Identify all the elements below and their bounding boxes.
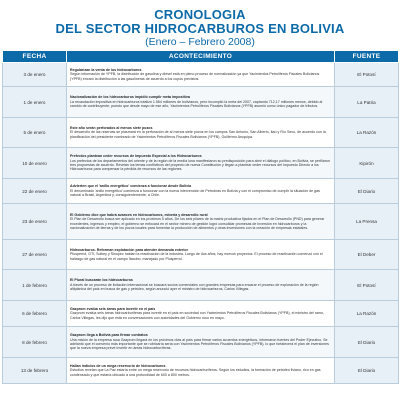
row-date: 6 de febrero — [3, 301, 67, 327]
event-body: Una misión de la empresa rusa Gazprom llegará en los próximos días al país para firmar varios acuerdos energéticos, informaron fuentes del Poder Ejecutivo. Se adelantó que el convenio más importante que se rubricaría sería con Yacimientos Petrolíferos Fiscales Bolivianos (YPFB), lo que fortalecerá el plan de inversiones que la nueva empresa prevé invertir en áreas hidrocarburíferas. — [70, 337, 329, 351]
title-line-2: DEL SECTOR HIDROCARBUROS EN BOLIVIA — [55, 21, 345, 36]
event-headline: Prefectos plantean ceder recursos de Impuesto Especial a los Hidrocarburos — [70, 154, 202, 159]
row-event — [67, 270, 335, 301]
row-source: El Diario — [335, 358, 399, 384]
event-body: Plusperrol, GTI, Solkey y Sinopec hablan la reactivación de la industria. Luego de dos años, hay nuevos proyectos. El proceso de reactivación comenzó con el hallazgo de gas natural en el campo Itacobo, manejado por Plusperrol. — [70, 252, 323, 261]
row-source: El Potosí — [335, 63, 399, 87]
row-event — [67, 148, 335, 179]
event-body: El denominado 'anillo energético' comienza a funcionar con la nueva intervención de Petrobras en Bolivia y con el compromiso de cumplir la situación de gas natural a Brasil, Argentina y, consiguientemente, a Chile. — [70, 188, 320, 198]
row-event — [67, 301, 335, 327]
row-event — [67, 87, 335, 118]
column-header-acontecimiento: ACONTECIMIENTO — [67, 51, 335, 63]
table-row — [3, 87, 399, 118]
row-date: 1 de febrero — [3, 270, 67, 301]
row-event — [67, 358, 335, 384]
event-headline: Hidrocarburos. Reforman explotación para atender demanda exterior — [70, 247, 189, 252]
table-row — [3, 270, 399, 301]
row-source: El Potosí — [335, 270, 399, 301]
row-source: La Patria — [335, 87, 399, 118]
subtitle: (Enero – Febrero 2008) — [145, 36, 255, 48]
table-row — [3, 148, 399, 179]
title-line-1: CRONOLOGIA — [154, 7, 246, 22]
event-headline: Este año serán perforados al menos siete pozos — [70, 125, 153, 130]
row-source: Kipirón — [335, 148, 399, 179]
document-header — [0, 0, 400, 46]
table-row — [3, 358, 399, 384]
row-event — [67, 118, 335, 148]
event-body: Los prefectos de los departamentos del oriente y de la región de la media luna manifestaron su predisposición para abrir el diálogo político, en Bolivia, se perfilaron tres propuestas de acuerdo. Revelan los temas conflictivos del proyecto de nueva Constitución y llegan a plantear ceder recursos del Impuesto Directo a los Hidrocarburos para compensar la pérdida de recursos de las regiones. — [70, 158, 330, 172]
table-row — [3, 204, 399, 240]
table-header-row — [3, 51, 399, 63]
row-source: El Diario — [335, 327, 399, 358]
event-body: Según información de YPFB, la distribución de gasolina y diésel está en pleno proceso de normalización ya que Yacimientos Petrolíferos Fiscales Bolivianos (YPFB) encaró la distribución a las gasolineras de acuerdo a los cupos previstos. — [70, 72, 320, 81]
row-date: 1 de enero — [3, 87, 67, 118]
event-headline: El Gobierno dice que habrá avances en hidrocarburos, minería y desarrollo rural — [70, 212, 208, 217]
table-row — [3, 63, 399, 87]
event-body: A través de un proceso de licitación internacional se buscará socios comerciales con grandes empresas para encarar el proceso de exploración de la región altiplánica del país en busca de gas y petróleo, según anunció ayer el ministro de hidrocarburos, Carlos Villegas. — [70, 282, 319, 292]
row-date: 8 de febrero — [3, 327, 67, 358]
event-body: Gazprom evalúa seis áreas hidrocarburíferas para invertir en el país en sociedad con Yacimientos Petrolíferos Fiscales Bolivianos (YPFB), el ministro del ramo, Carlos Villegas, les dijo que está en conversaciones con autoridades del Gobierno ruso en mayo. — [70, 311, 324, 320]
row-date: 10 de enero — [3, 148, 67, 179]
row-event — [67, 327, 335, 358]
chronology-table — [2, 50, 399, 384]
event-headline: Nacionalización de los hidrocarburos impidió cumplir meta impositiva — [70, 95, 190, 100]
table-row — [3, 240, 399, 270]
row-event — [67, 63, 335, 87]
table-row — [3, 327, 399, 358]
row-source: La Razón — [335, 118, 399, 148]
table-row — [3, 301, 399, 327]
row-date: 13 de febrero — [3, 358, 67, 384]
row-source: El Diario — [335, 179, 399, 204]
event-body: Estudios revelan que La Paz estaría entre un mega reservorio de recursos hidrocarburíferos. Según los estudios, la formación de petróleo liviano, rico en gas condensado y que estaría ubicado a una profundidad de 600 a 800 metros. — [70, 368, 321, 377]
row-event — [67, 179, 335, 204]
column-header-fuente: FUENTE — [335, 51, 399, 63]
event-body: El Plan de Desarrollo busca ser aplicado en los próximos 5 años. De los seis pilares de la matriz productiva fijados en el Plan de Desarrollo (PND) para generar excedentes, ingresos y empleo, el gobierno se enfocará en el sector minero de gestión logró consolidar promesas de inversión en hidrocarburos y la nacionalización de tierras y de los pozos locales para fomentar la producción de alimentos y otras inversiones con la creación de empresas estatales. — [70, 217, 325, 230]
event-headline: Advierten que el 'anillo energético' comienza a funcionar desde Bolivia — [70, 184, 192, 189]
row-source: El Deber — [335, 240, 399, 270]
row-event — [67, 204, 335, 240]
row-event — [67, 240, 335, 270]
table-row — [3, 118, 399, 148]
event-headline: El Plural buscarán los hidrocarburos — [70, 278, 133, 283]
row-date: 23 de enero — [3, 204, 67, 240]
event-headline: Regularizan la venta de los hidrocarburos — [70, 67, 142, 72]
event-body: El desarrollo de las reservas se plasmará en la perforación de al menos siete pozos en los campos San Antonio, San Alberto, Itaú y Río Seco, de acuerdo con la planificación del presidente nombrado de Yacimientos Petrolíferos Fiscales Bolivianos (YPFB), Guillermo Aruquipa. — [70, 130, 326, 139]
event-body: La recaudación impositiva en hidrocarburos totalizó 1.564 millones de bolivianos, pero incumplió la meta del 2007, captando 712,17 millones menos, debido al cambio de contribuyente, puesto que desde mayo de ese año, Yacimientos Petrolíferos Fiscales Bolivianos (YPFB) asumió como único pagador de tributos. — [70, 99, 323, 109]
event-headline: Hallan indicios de un mega reservorio de hidrocarburos — [70, 363, 166, 368]
event-headline: Gazprom evalúa seis áreas para invertir en el país — [70, 306, 156, 311]
row-date: 3 de enero — [3, 63, 67, 87]
row-source: La Razón — [335, 301, 399, 327]
row-date: 22 de enero — [3, 179, 67, 204]
row-date: 27 de enero — [3, 240, 67, 270]
row-date: 5 de enero — [3, 118, 67, 148]
table-row — [3, 179, 399, 204]
row-source: La Prensa — [335, 204, 399, 240]
event-headline: Gazprom llega a Bolivia para firmar contratos — [70, 333, 148, 338]
column-header-fecha: FECHA — [3, 51, 67, 63]
